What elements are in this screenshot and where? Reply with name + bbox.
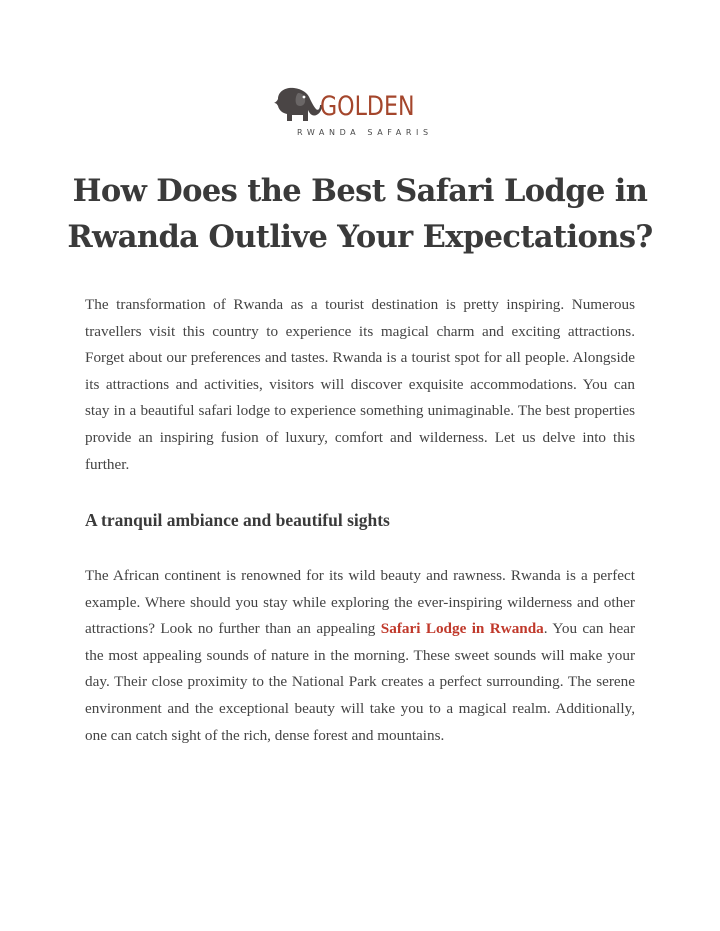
section-text-after-link: . You can hear the most appealing sounds of nature in the morning. These sweet sounds will make your day. Their close proximity to the National Park creates a perfect surrounding. The serene environment and the exceptional beauty will take you to a magical realm. Additionally, one can catch sight of the rich, dense forest and mountains. (85, 620, 636, 744)
brand-logo (270, 85, 433, 143)
section-text-before-link: The African continent is renowned for its wild beauty and rawness. Rwanda is a perfect example. Where should you stay while exploring the ever-inspiring wilderness and other attractions? Look no further than an appealing (85, 567, 635, 638)
intro-paragraph: The transformation of Rwanda as a tourist destination is pretty inspiring. Numerous travellers visit this country to experience its magical charm and exciting attractions. Forget about our preferences and tastes. Rwanda is a tourist spot for all people. Alongside its attractions and activities, visitors will discover exquisite accommodations. You can stay in a beautiful safari lodge to experience something unimaginable. The best properties provide an inspiring fusion of luxury, comfort and wilderness. Let us delve into this further. (85, 296, 635, 473)
section-heading: A tranquil ambiance and beautiful sights (85, 510, 390, 530)
article-title: How Does the Best Safari Lodge in Rwanda Outlive Your Expectations? (67, 173, 653, 255)
brand-subtitle: RWANDA SAFARIS (297, 128, 433, 137)
safari-lodge-link[interactable]: Safari Lodge in Rwanda (380, 620, 544, 638)
brand-name: GOLDEN (320, 91, 415, 122)
elephant-icon (270, 85, 322, 131)
section-paragraph (85, 563, 635, 749)
